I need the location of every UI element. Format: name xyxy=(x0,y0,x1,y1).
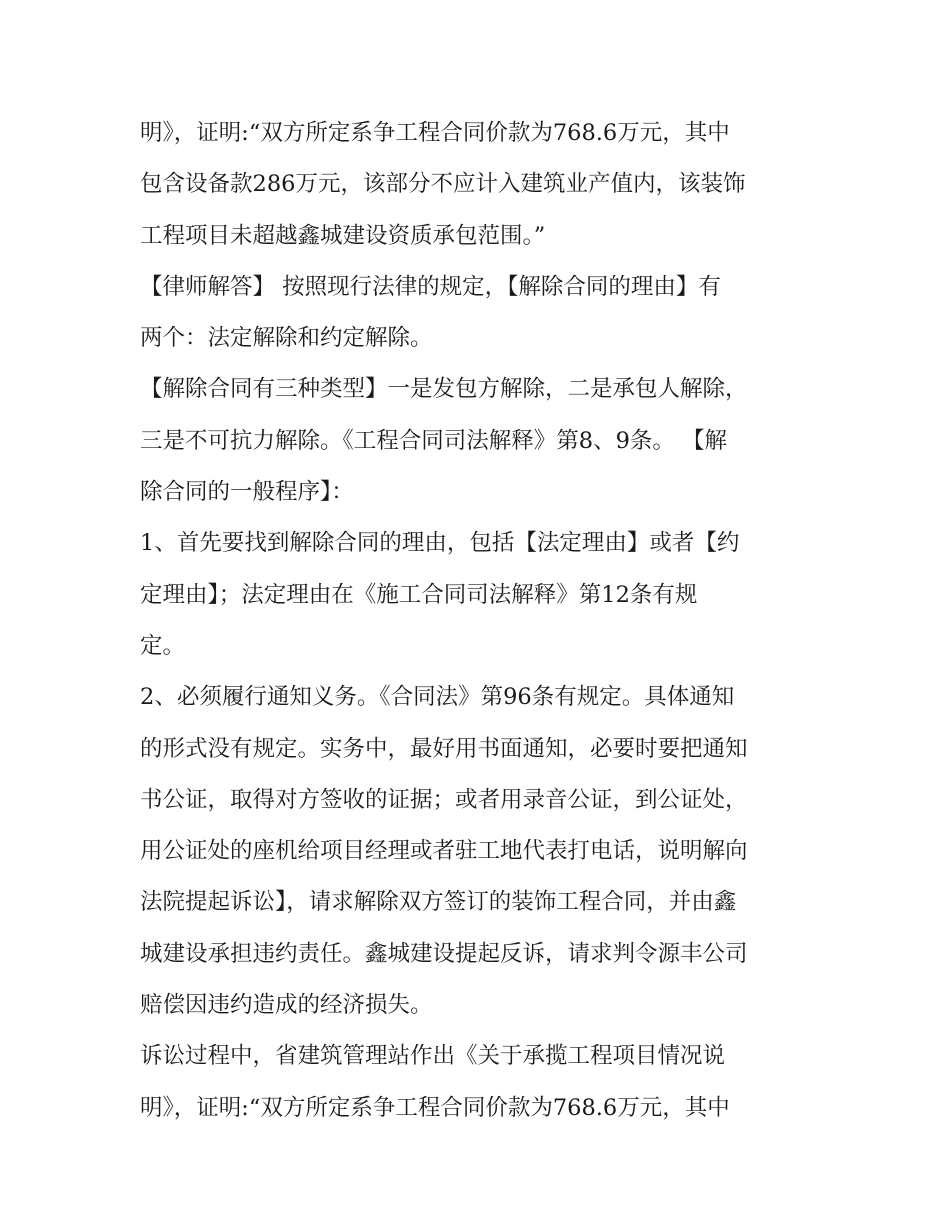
text-line: 用公证处的座机给项目经理或者驻工地代表打电话，说明解向 xyxy=(140,838,748,865)
text-line: 城建设承担违约责任。鑫城建设提起反诉，请求判令源丰公司 xyxy=(140,940,748,967)
text-line: 书公证，取得对方签收的证据；或者用录音公证，到公证处， xyxy=(140,786,748,813)
text-line: 【解除合同有三种类型】一是发包方解除，二是承包人解除， xyxy=(140,376,748,403)
text-line: 的形式没有规定。实务中，最好用书面通知，必要时要把通知 xyxy=(140,735,748,762)
body-text xyxy=(140,108,820,1134)
text-line: 工程项目未超越鑫城建设资质承包范围。” xyxy=(140,222,546,249)
text-line: 包含设备款286万元，该部分不应计入建筑业产值内，该装饰 xyxy=(140,171,746,198)
text-line: 法院提起诉讼】，请求解除双方签订的装饰工程合同，并由鑫 xyxy=(140,889,737,916)
text-line: 2、必须履行通知义务。《合同法》第96条有规定。具体通知 xyxy=(140,684,735,711)
text-line: 明》，证明:“双方所定系争工程合同价款为768.6万元，其中 xyxy=(140,1094,730,1121)
text-line: 赔偿因违约造成的经济损失。 xyxy=(140,992,433,1019)
text-line: 1、首先要找到解除合同的理由，包括【法定理由】或者【约 xyxy=(140,530,740,557)
text-line: 定。 xyxy=(140,632,186,659)
text-line: 两个：法定解除和约定解除。 xyxy=(140,325,433,352)
text-line: 【律师解答】 按照现行法律的规定，【解除合同的理由】有 xyxy=(140,273,721,300)
text-line: 明》，证明:“双方所定系争工程合同价款为768.6万元，其中 xyxy=(140,120,730,146)
text-line: 除合同的一般程序】： xyxy=(140,479,354,506)
text-line: 三是不可抗力解除。《工程合同司法解释》第8、9条。 【解 xyxy=(140,427,728,454)
text-line: 定理由】；法定理由在《施工合同司法解释》第12条有规 xyxy=(140,581,698,608)
text-line: 诉讼过程中，省建筑管理站作出《关于承揽工程项目情况说 xyxy=(140,1043,726,1070)
